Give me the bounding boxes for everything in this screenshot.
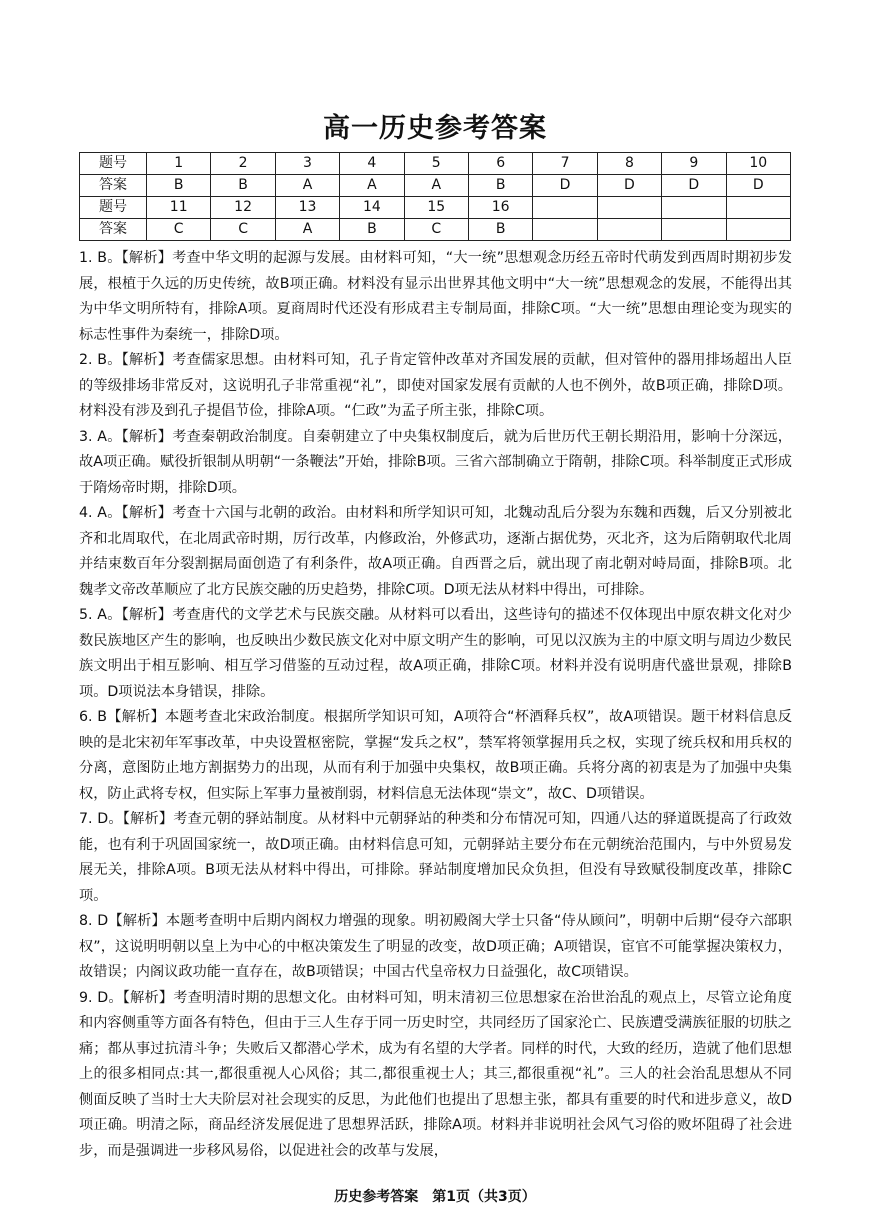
page-footer: 历史参考答案 第1页（共3页） bbox=[334, 1189, 536, 1205]
answer-cell: 12 bbox=[211, 197, 275, 219]
explanation-item: 5. A。【解析】考查唐代的文学艺术与民族交融。从材料可以看出，这些诗句的描述不仅体现出中原农耕文化对少数民族地区产生的影响，也反映出少数民族文化对中原文明产生的影响，可见以汉族为主的中原文明与周边少数民族文明出于相互影响、相互学习借鉴的互动过程，故A项正确，排除C项。材料并没有说明唐代盛世景观，排除B项。D项说法本身错误，排除。 bbox=[79, 607, 792, 700]
answer-cell: C bbox=[211, 219, 275, 241]
answer-cell: C bbox=[147, 219, 211, 241]
answer-cell: B bbox=[468, 175, 532, 197]
answer-cell: B bbox=[211, 175, 275, 197]
answer-cell bbox=[597, 219, 661, 241]
answer-cell: 10 bbox=[726, 153, 790, 175]
answer-cell: 2 bbox=[211, 153, 275, 175]
answer-cell: 5 bbox=[404, 153, 468, 175]
answer-cell: 1 bbox=[147, 153, 211, 175]
answer-cell: D bbox=[597, 175, 661, 197]
answer-table bbox=[79, 152, 791, 241]
answer-table-row bbox=[80, 197, 791, 219]
answer-cell: D bbox=[533, 175, 597, 197]
explanation-item: 9. D。【解析】考查明清时期的思想文化。由材料可知，明末清初三位思想家在治世治乱的观点上，尽管立论角度和内容侧重等方面各有特色，但由于三人生存于同一历史时空，共同经历了国家沦亡、民族遭受满族征服的切肤之痛；都从事过抗清斗争；失败后又都潜心学术，成为有名望的大学者。同样的时代，大致的经历，造就了他们思想上的很多相同点:其一,都很重视人心风俗；其二,都很重视士人；其三,都很重视“礼”。三人的社会治乱思想从不同侧面反映了当时士大夫阶层对社会现实的反思，为此他们也提出了思想主张，都具有重要的时代和进步意义，故D项正确。明清之际，商品经济发展促进了思想界活跃，排除A项。材料并非说明社会风气习俗的败坏阻碍了社会进步，而是强调进一步移风易俗，以促进社会的改革与发展， bbox=[79, 989, 792, 1159]
row-header: 答案 bbox=[80, 175, 147, 197]
answer-cell: 6 bbox=[468, 153, 532, 175]
answer-table-row bbox=[80, 219, 791, 241]
answer-cell: B bbox=[147, 175, 211, 197]
answer-cell: 15 bbox=[404, 197, 468, 219]
answer-cell bbox=[597, 197, 661, 219]
answer-cell bbox=[533, 197, 597, 219]
answer-cell: A bbox=[404, 175, 468, 197]
explanation-item: 3. A。【解析】考查秦朝政治制度。自秦朝建立了中央集权制度后，就为后世历代王朝长期沿用，影响十分深远，故A项正确。赋役折银制从明朝“一条鞭法”开始，排除B项。三省六部制确立于隋朝，排除C项。科举制度正式形成于隋炀帝时期，排除D项。 bbox=[79, 428, 792, 496]
explanation-list bbox=[79, 246, 792, 1164]
answer-cell: A bbox=[275, 219, 339, 241]
explanation-item: 1. B。【解析】考查中华文明的起源与发展。由材料可知，“大一统”思想观念历经五帝时代萌发到西周时期初步发展，根植于久远的历史传统，故B项正确。材料没有显示出世界其他文明中“大一统”思想观念的发展，不能得出其为中华文明所特有，排除A项。夏商周时代还没有形成君主专制局面，排除C项。“大一统”思想由理论变为现实的标志性事件为秦统一，排除D项。 bbox=[79, 250, 792, 343]
answer-cell: B bbox=[340, 219, 404, 241]
answer-cell bbox=[662, 197, 726, 219]
answer-cell: A bbox=[275, 175, 339, 197]
answer-cell bbox=[662, 219, 726, 241]
answer-cell bbox=[726, 197, 790, 219]
answer-cell bbox=[726, 219, 790, 241]
answer-cell: 8 bbox=[597, 153, 661, 175]
explanation-item: 6. B【解析】本题考查北宋政治制度。根据所学知识可知，A项符合“杯酒释兵权”，故A项错误。题干材料信息反映的是北宋初年军事改革，中央设置枢密院，掌握“发兵之权”，禁军将领掌握用兵之权，实现了统兵权和用兵权的分离，意图防止地方割据势力的出现，从而有利于加强中央集权，故B项正确。兵将分离的初衷是为了加强中央集权，防止武将专权，但实际上军事力量被削弱，材料信息无法体现“崇文”，故C、D项错误。 bbox=[79, 709, 792, 802]
answer-cell: 11 bbox=[147, 197, 211, 219]
answer-cell: 16 bbox=[468, 197, 532, 219]
answer-cell: 14 bbox=[340, 197, 404, 219]
explanation-item: 4. A。【解析】考查十六国与北朝的政治。由材料和所学知识可知，北魏动乱后分裂为东魏和西魏，后又分别被北齐和北周取代，在北周武帝时期，厉行改革，内修政治，外修武功，逐渐占据优势，灭北齐，这为后隋朝取代北周并结束数百年分裂割据局面创造了有利条件，故A项正确。自西晋之后，就出现了南北朝对峙局面，排除B项。北魏孝文帝改革顺应了北方民族交融的历史趋势，排除C项。D项无法从材料中得出，可排除。 bbox=[79, 505, 792, 598]
answer-table-row bbox=[80, 175, 791, 197]
explanation-item: 7. D。【解析】考查元朝的驿站制度。从材料中元朝驿站的种类和分布情况可知，四通八达的驿道既提高了行政效能，也有利于巩固国家统一，故D项正确。由材料信息可知，元朝驿站主要分布在元朝统治范围内，与中外贸易发展无关，排除A项。B项无法从材料中得出，可排除。驿站制度增加民众负担，但没有导致赋役制度改革，排除C项。 bbox=[79, 811, 792, 904]
row-header: 题号 bbox=[80, 197, 147, 219]
answer-cell: 7 bbox=[533, 153, 597, 175]
answer-table-row bbox=[80, 153, 791, 175]
answer-cell: 13 bbox=[275, 197, 339, 219]
page-title: 高一历史参考答案 bbox=[323, 113, 547, 144]
answer-cell: C bbox=[404, 219, 468, 241]
explanation-item: 2. B。【解析】考查儒家思想。由材料可知，孔子肯定管仲改革对齐国发展的贡献，但对管仲的器用排场超出人臣的等级排场非常反对，这说明孔子非常重视“礼”，即使对国家发展有贡献的人也不例外，故B项正确，排除D项。材料没有涉及到孔子提倡节俭，排除A项。“仁政”为孟子所主张，排除C项。 bbox=[79, 352, 792, 419]
answer-cell bbox=[533, 219, 597, 241]
row-header: 答案 bbox=[80, 219, 147, 241]
explanation-item: 8. D【解析】本题考查明中后期内阁权力增强的现象。明初殿阁大学士只备“侍从顾问”，明朝中后期“侵夺六部职权”，这说明明朝以皇上为中心的中枢决策发生了明显的改变，故D项正确；A项错误，宦官不可能掌握决策权力，故错误；内阁议政功能一直存在，故B项错误；中国古代皇帝权力日益强化，故C项错误。 bbox=[79, 913, 792, 980]
answer-cell: 3 bbox=[275, 153, 339, 175]
row-header: 题号 bbox=[80, 153, 147, 175]
answer-cell: 9 bbox=[662, 153, 726, 175]
answer-cell: D bbox=[662, 175, 726, 197]
answer-cell: B bbox=[468, 219, 532, 241]
answer-cell: 4 bbox=[340, 153, 404, 175]
answer-cell: A bbox=[340, 175, 404, 197]
answer-cell: D bbox=[726, 175, 790, 197]
